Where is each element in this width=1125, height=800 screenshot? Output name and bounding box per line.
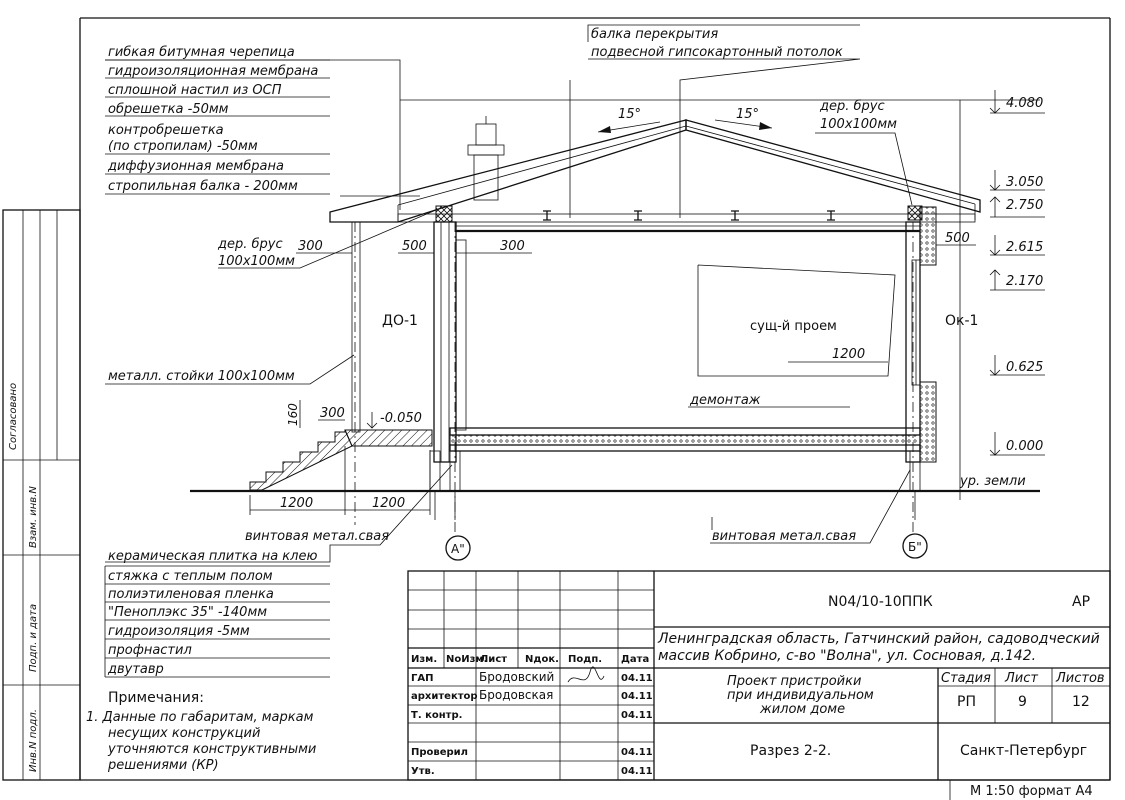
sheets-value: 12 xyxy=(1072,694,1090,710)
stamp-original-inv: Инв.N подл. xyxy=(28,709,39,772)
row-2-name: Бродовская xyxy=(479,688,554,702)
level-2615: 2.615 xyxy=(1006,240,1044,255)
roof-layer-1: гибкая битумная черепица xyxy=(108,45,295,60)
stage-label: Стадия xyxy=(941,671,991,686)
slope-right-label: 15° xyxy=(736,107,760,122)
ceiling-board-label: подвесной гипсокартонный потолок xyxy=(591,45,843,60)
roof-layer-2: гидроизоляционная мембрана xyxy=(108,64,319,79)
entrance-platform xyxy=(345,430,432,446)
pile-left-label: винтовая метал.свая xyxy=(245,529,390,544)
level-4080: 4.080 xyxy=(1006,96,1044,111)
row-2-date: 04.11 xyxy=(621,691,653,702)
level-0625: 0.625 xyxy=(1006,360,1044,375)
beam-left-label-2: 100х100мм xyxy=(218,254,295,269)
notes-title: Примечания: xyxy=(108,690,204,706)
floor-layer-3: полиэтиленовая пленка xyxy=(108,587,274,602)
roof-layer-5: контробрешетка xyxy=(108,123,224,138)
level-step: -0.050 xyxy=(380,411,422,426)
project-code: N04/10-10ППК xyxy=(828,594,933,610)
col-ndoc: Nдок. xyxy=(525,654,559,665)
project-line-2: при индивидуальном xyxy=(727,688,874,703)
ground-label: ур. земли xyxy=(960,474,1026,489)
row-5-role: Проверил xyxy=(411,747,468,758)
dim-500-b: 500 xyxy=(945,231,970,246)
address-line-1: Ленинградская область, Гатчинский район, садоводческий xyxy=(658,631,1100,647)
dim-500-a: 500 xyxy=(402,239,427,254)
dim-1200-opening: 1200 xyxy=(832,347,866,362)
axis-a-label: А" xyxy=(451,542,465,556)
window-mark: Ок-1 xyxy=(945,313,979,329)
beam-left-label-1: дер. брус xyxy=(218,237,283,252)
row-1-date: 04.11 xyxy=(621,673,653,684)
note-line-1: 1. Данные по габаритам, маркам xyxy=(86,710,314,725)
floor-layer-7: двутавр xyxy=(108,662,164,677)
level-2170: 2.170 xyxy=(1006,274,1044,289)
section-code: АР xyxy=(1072,594,1091,610)
sheets-label: Листов xyxy=(1056,671,1105,686)
sheet-label: Лист xyxy=(1005,671,1038,686)
address-line-2: массив Кобрино, с-во "Волна", ул. Сосновая, д.142. xyxy=(658,648,1037,664)
pile-right-label: винтовая метал.свая xyxy=(712,529,857,544)
city: Санкт-Петербург xyxy=(960,743,1088,759)
beam-right-label-1: дер. брус xyxy=(820,99,885,114)
existing-opening-label: сущ-й проем xyxy=(750,319,837,334)
slope-left-label: 15° xyxy=(618,107,642,122)
col-list: Лист xyxy=(480,654,508,665)
stage-value: РП xyxy=(957,694,976,710)
row-6-role: Утв. xyxy=(411,766,435,777)
wall-right-insulation xyxy=(920,207,936,265)
dim-160: 160 xyxy=(286,403,300,426)
col-data: Дата xyxy=(621,654,650,665)
floor-layer-5: гидроизоляция -5мм xyxy=(108,624,250,639)
row-2-role: архитектор xyxy=(411,691,478,702)
drawing-title: Разрез 2-2. xyxy=(750,743,832,759)
dim-300-a: 300 xyxy=(298,239,323,254)
roof-layer-7: диффузионная мембрана xyxy=(108,159,284,174)
col-podp: Подп. xyxy=(568,654,603,665)
roof-layer-8: стропильная балка - 200мм xyxy=(108,179,298,194)
level-0000: 0.000 xyxy=(1006,439,1044,454)
row-1-role: ГАП xyxy=(411,673,434,684)
stamp-agreed: Согласовано xyxy=(8,382,19,450)
stamp-sign-date: Подп. и дата xyxy=(28,603,39,672)
level-3050: 3.050 xyxy=(1006,175,1044,190)
level-2750: 2.750 xyxy=(1006,198,1044,213)
roof-layer-3: сплошной настил из ОСП xyxy=(108,83,282,98)
row-1-name: Бродовский xyxy=(479,670,555,684)
axis-b-label: Б" xyxy=(908,540,922,554)
col-izm: Изм. xyxy=(411,654,438,665)
beam-right-label-2: 100х100мм xyxy=(820,117,897,132)
roof-layer-6: (по стропилам) -50мм xyxy=(108,139,258,154)
door-mark: ДО-1 xyxy=(382,313,418,329)
roof-layer-4: обрешетка -50мм xyxy=(108,102,229,117)
row-3-date: 04.11 xyxy=(621,710,653,721)
row-6-date: 04.11 xyxy=(621,766,653,777)
note-line-2: несущих конструкций xyxy=(108,726,261,741)
floor-layer-6: профнастил xyxy=(108,643,192,658)
stamp-replacement-inv: Взам. инв.N xyxy=(28,486,39,548)
row-3-role: Т. контр. xyxy=(411,710,463,721)
scale-format: М 1:50 формат А4 xyxy=(970,784,1093,799)
project-line-1: Проект пристройки xyxy=(727,674,862,689)
floor-insulation xyxy=(450,435,920,445)
sheet-value: 9 xyxy=(1018,694,1027,710)
dim-1200-a: 1200 xyxy=(280,496,314,511)
dim-1200-b: 1200 xyxy=(372,496,406,511)
note-line-3: уточняются конструктивными xyxy=(108,742,317,757)
dim-300-b: 300 xyxy=(500,239,525,254)
posts-label: металл. стойки 100х100мм xyxy=(108,369,295,384)
floor-layer-1: керамическая плитка на клею xyxy=(108,549,318,564)
row-5-date: 04.11 xyxy=(621,747,653,758)
project-line-3: жилом доме xyxy=(760,702,846,717)
floor-layer-2: стяжка с теплым полом xyxy=(108,569,273,584)
note-line-4: решениями (КР) xyxy=(108,758,219,773)
col-noizm: NоИзм. xyxy=(446,654,488,665)
demolition-label: демонтаж xyxy=(690,393,761,408)
floor-layer-4: "Пеноплэкс 35" -140мм xyxy=(108,605,268,620)
ceiling-beam-label: балка перекрытия xyxy=(591,27,719,42)
dim-300-step: 300 xyxy=(320,406,345,421)
